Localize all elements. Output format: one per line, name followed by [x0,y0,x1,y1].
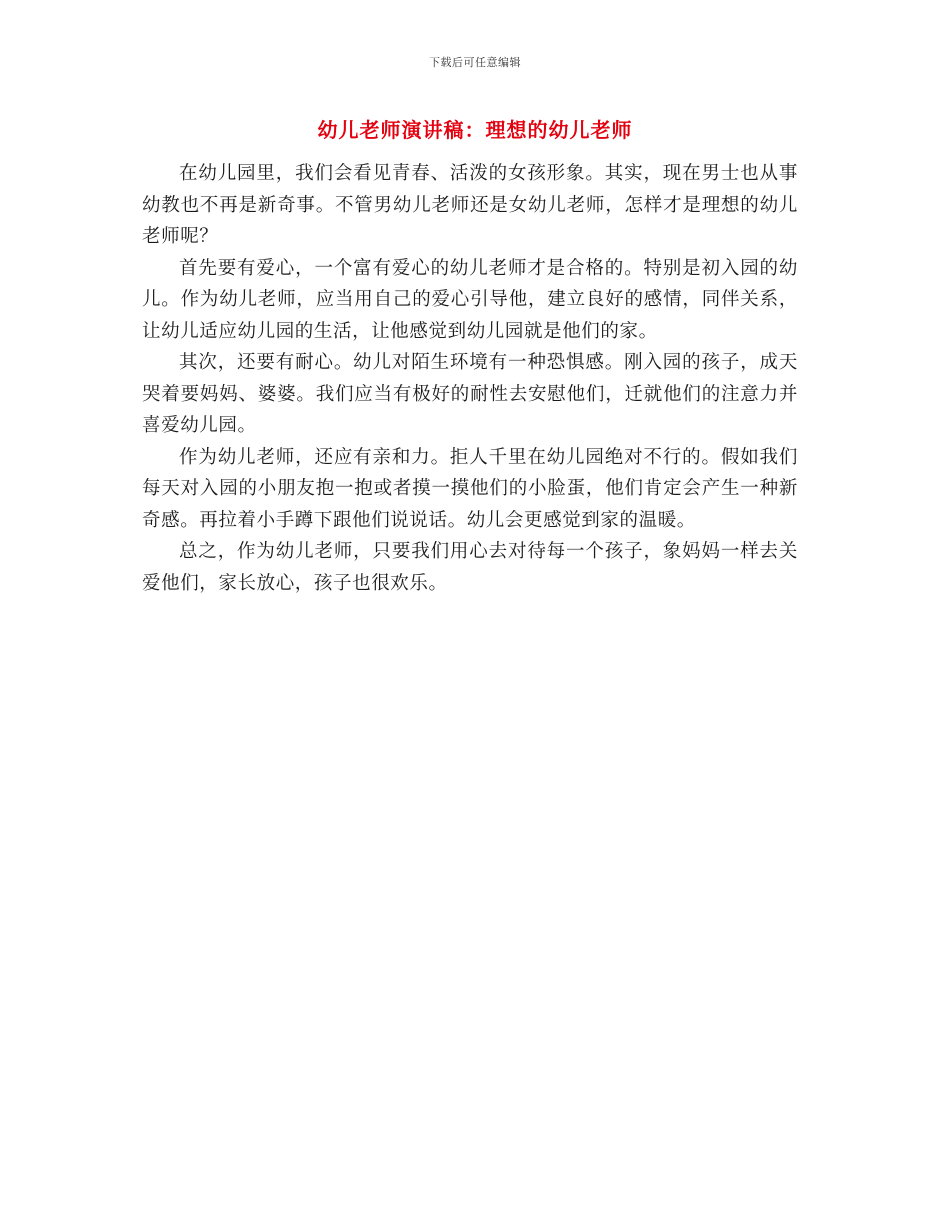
document-title: 幼儿老师演讲稿：理想的幼儿老师 [317,118,633,142]
paragraph: 总之，作为幼儿老师，只要我们用心去对待每一个孩子，象妈妈一样去关爱他们，家长放心，孩子也很欢乐。 [142,541,798,594]
paragraph: 其次，还要有耐心。幼儿对陌生环境有一种恐惧感。刚入园的孩子，成天哭着要妈妈、婆婆。我们应当有极好的耐性去安慰他们，迁就他们的注意力并喜爱幼儿园。 [142,352,798,436]
paragraph: 在幼儿园里，我们会看见青春、活泼的女孩形象。其实，现在男士也从事幼教也不再是新奇事。不管男幼儿老师还是女幼儿老师，怎样才是理想的幼儿老师呢？ [142,163,798,247]
header-note: 下载后可任意编辑 [429,56,521,69]
paragraph: 作为幼儿老师，还应有亲和力。拒人千里在幼儿园绝对不行的。假如我们每天对入园的小朋友抱一抱或者摸一摸他们的小脸蛋，他们肯定会产生一种新奇感。再拉着小手蹲下跟他们说说话。幼儿会更感觉到家的温暖。 [142,446,798,531]
paragraph: 首先要有爱心，一个富有爱心的幼儿老师才是合格的。特别是初入园的幼儿。作为幼儿老师，应当用自己的爱心引导他，建立良好的感情，同伴关系，让幼儿适应幼儿园的生活，让他感觉到幼儿园就是他们的家。 [142,257,798,342]
document-body [142,158,798,599]
